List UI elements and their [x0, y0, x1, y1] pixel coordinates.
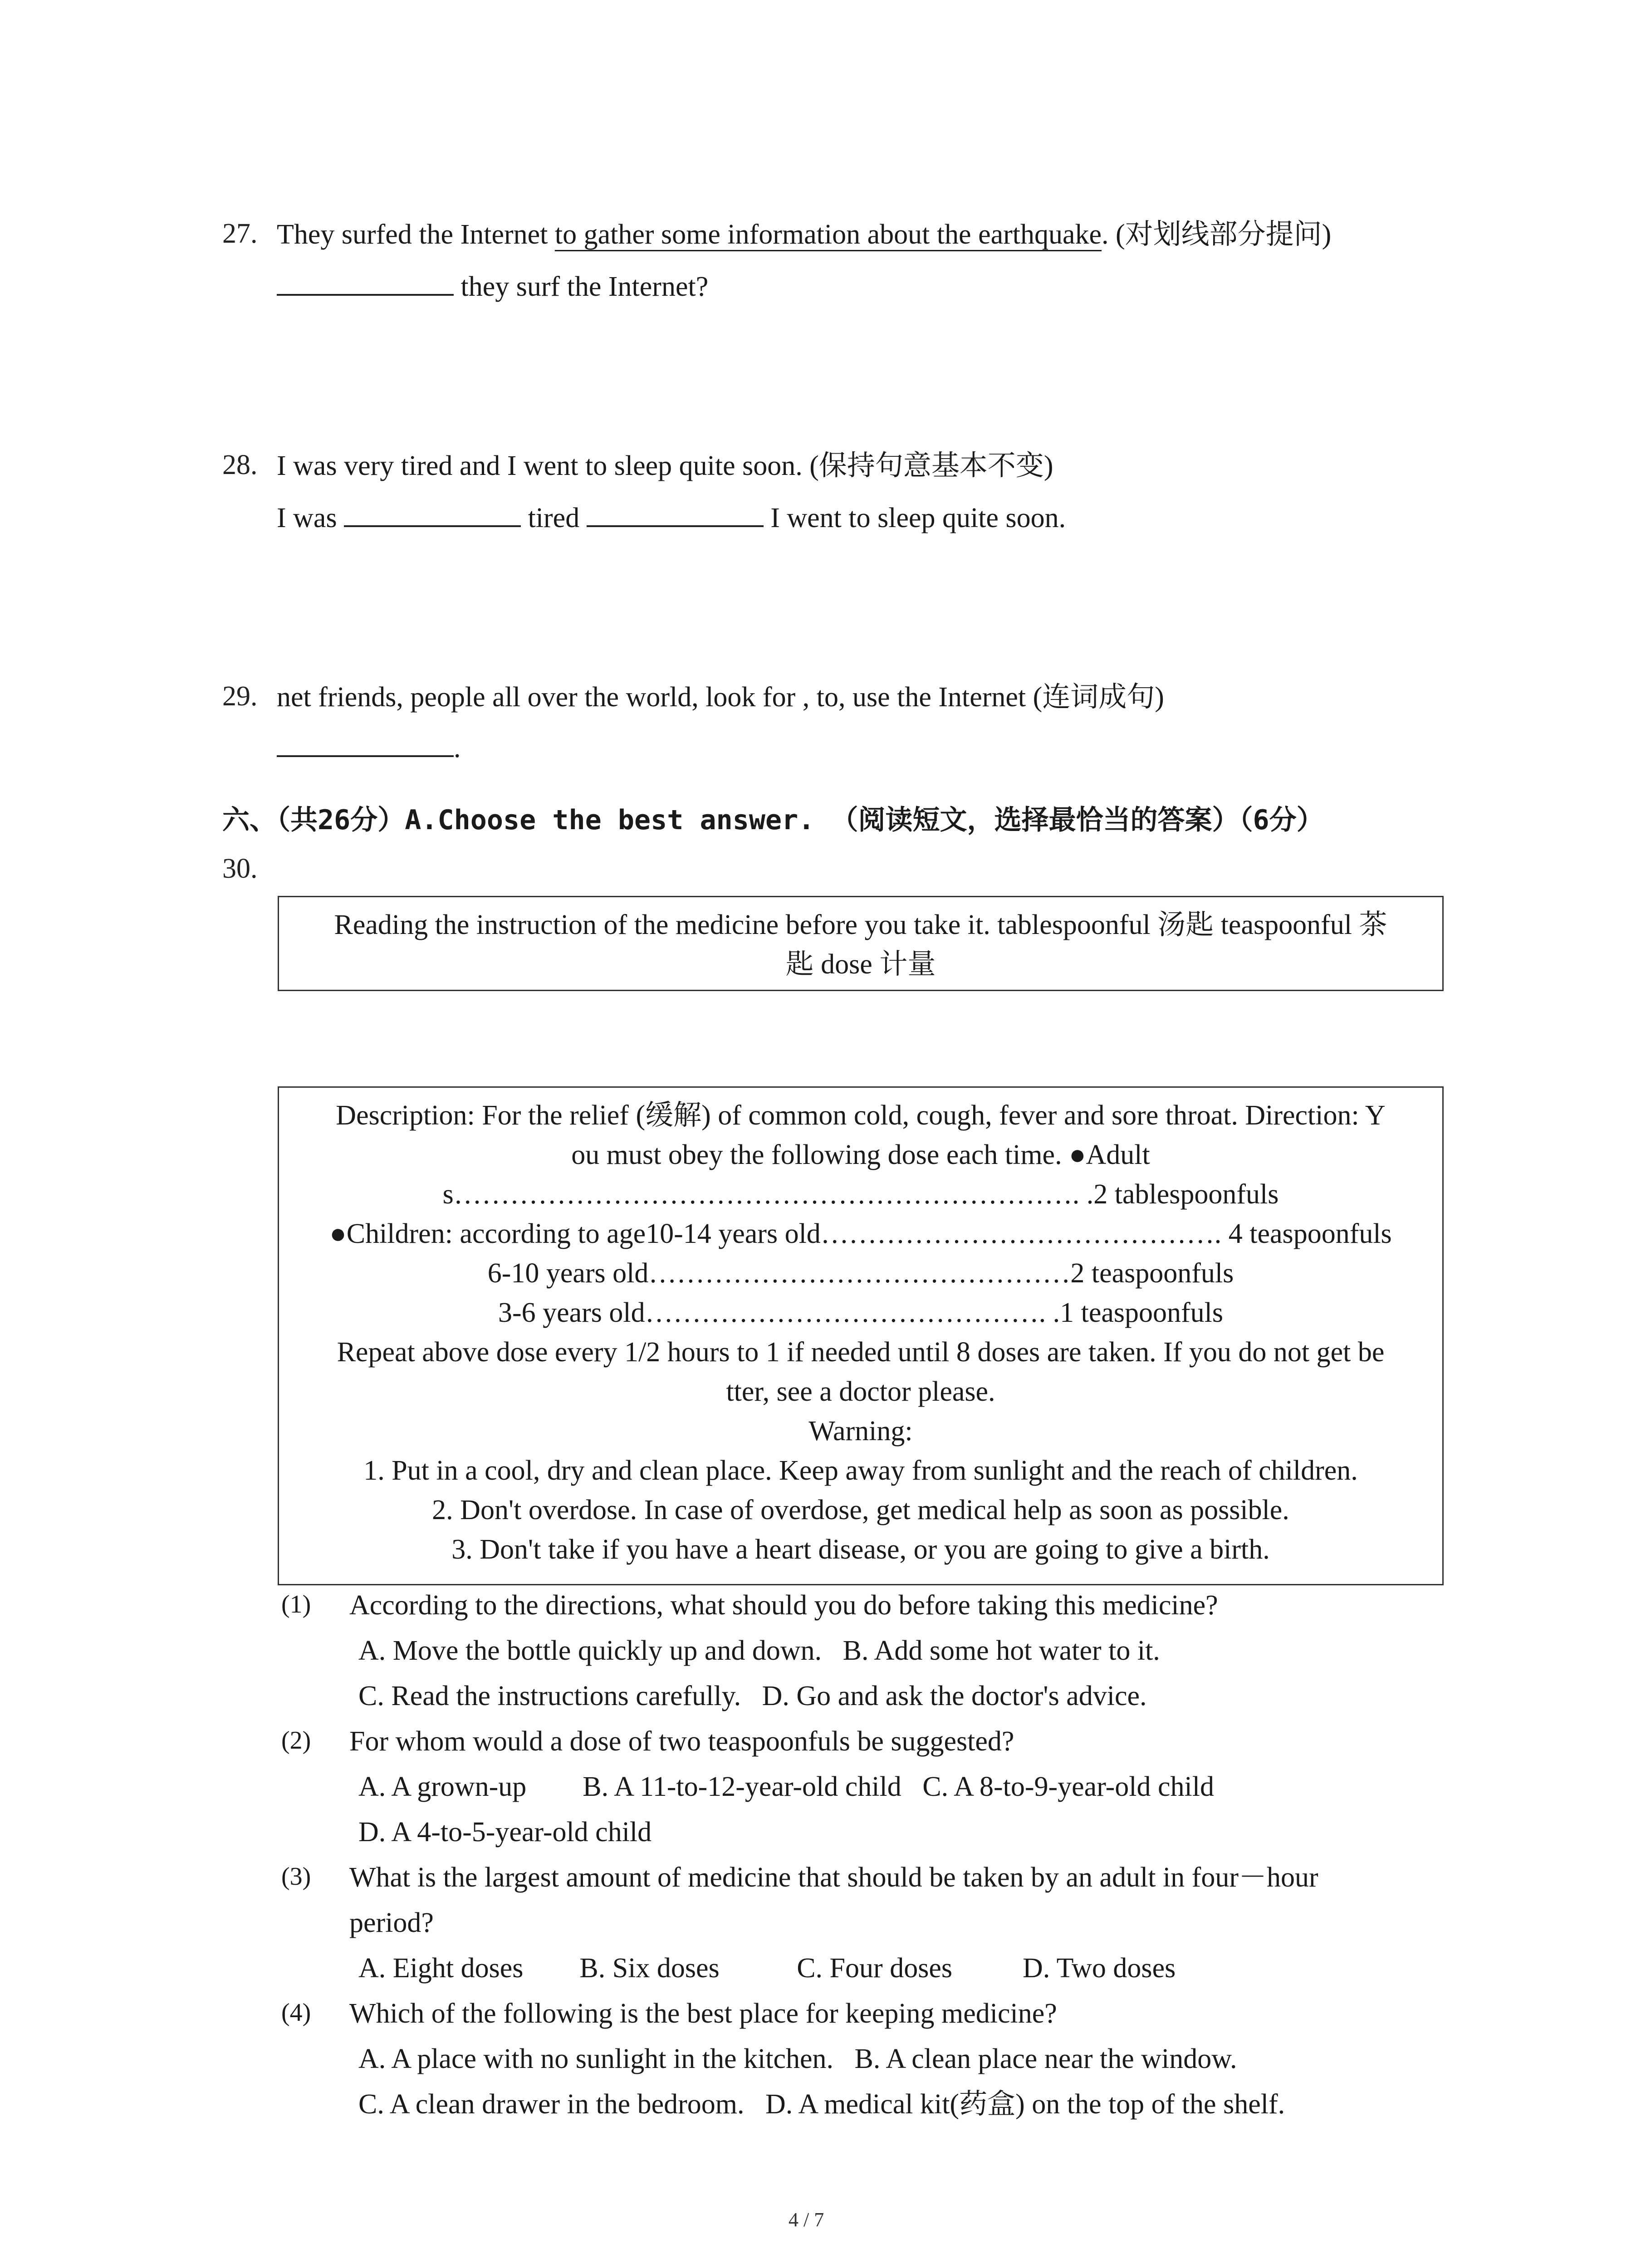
subq3-stem-2: period?	[349, 1907, 434, 1938]
q28-line2-a: I was	[277, 503, 344, 533]
section-heading: 六、（共26分）A.Choose the best answer. （阅读短文，选择最恰当的答案）（6分）	[222, 804, 1324, 836]
q29-text: net friends, people all over the world, look for , to, use the Internet (连词成句)	[277, 682, 1164, 713]
label-line-6: 3-6 years old……………………………………. .1 teaspoonfuls	[498, 1297, 1224, 1328]
subq1-options-2: C. Read the instructions carefully. D. Go and ask the doctor's advice.	[358, 1681, 1147, 1711]
q28-blank-2[interactable]	[587, 502, 764, 527]
subq1-options-1: A. Move the bottle quickly up and down. B. Add some hot water to it.	[358, 1635, 1160, 1666]
q27-blank[interactable]	[277, 270, 454, 296]
q30-number: 30.	[222, 853, 258, 884]
label-line-9: Warning:	[808, 1416, 913, 1447]
label-line-2: ou must obey the following dose each time. ●Adult	[571, 1139, 1150, 1170]
subq1-stem: According to the directions, what should you do before taking this medicine?	[349, 1590, 1218, 1621]
subq2-options-1: A. A grown-up B. A 11-to-12-year-old child C. A 8-to-9-year-old child	[358, 1771, 1214, 1802]
subq2-number: (2)	[281, 1726, 311, 1755]
q28-answer-line	[277, 501, 1066, 535]
label-line-10: 1. Put in a cool, dry and clean place. Keep away from sunlight and the reach of children.	[363, 1455, 1358, 1486]
q28-number: 28.	[222, 450, 258, 480]
q28-text: I was very tired and I went to sleep quite soon. (保持句意基本不变)	[277, 450, 1053, 481]
vocab-box	[278, 896, 1444, 991]
q29-answer-line	[277, 731, 461, 765]
subq1-number: (1)	[281, 1590, 311, 1618]
q28-blank-1[interactable]	[344, 502, 521, 527]
label-line-3: s…………………………………………………………. .2 tablespoonfuls	[442, 1179, 1279, 1210]
subq2-options-2: D. A 4-to-5-year-old child	[358, 1817, 652, 1848]
subq3-options-1: A. Eight doses B. Six doses C. Four doses D. Two doses	[358, 1953, 1176, 1984]
subq2-stem: For whom would a dose of two teaspoonfuls be suggested?	[349, 1726, 1014, 1757]
q27-answer-line	[277, 270, 708, 303]
q27-text	[277, 218, 1331, 251]
medicine-label-box	[278, 1086, 1444, 1585]
label-line-7: Repeat above dose every 1/2 hours to 1 if needed until 8 doses are taken. If you do not get be	[337, 1337, 1385, 1368]
q27-post: . (对划线部分提问)	[1102, 219, 1332, 250]
q27-line2: they surf the Internet?	[454, 271, 709, 302]
q27-pre: They surfed the Internet	[277, 219, 555, 250]
page-number: 4 / 7	[789, 2209, 824, 2231]
subq4-stem: Which of the following is the best place for keeping medicine?	[349, 1998, 1057, 2029]
label-line-11: 2. Don't overdose. In case of overdose, get medical help as soon as possible.	[432, 1495, 1289, 1525]
q28-line2-b: tired	[521, 503, 587, 533]
subq4-number: (4)	[281, 1999, 311, 2027]
vocab-line-1: Reading the instruction of the medicine before you take it. tablespoonful 汤匙 teaspoonful 茶	[334, 909, 1387, 940]
subq3-number: (3)	[281, 1862, 311, 1891]
subq4-options-1: A. A place with no sunlight in the kitchen. B. A clean place near the window.	[358, 2043, 1237, 2074]
subq3-stem: What is the largest amount of medicine that should be taken by an adult in four－hour	[349, 1862, 1318, 1893]
label-line-4: ●Children: according to age10-14 years old……………………………………. 4 teaspoonfuls	[329, 1218, 1392, 1249]
q29-number: 29.	[222, 681, 258, 712]
subq4-options-2: C. A clean drawer in the bedroom. D. A medical kit(药盒) on the top of the shelf.	[358, 2089, 1285, 2120]
label-line-1: Description: For the relief (缓解) of common cold, cough, fever and sore throat. Direction: Y	[336, 1100, 1386, 1131]
q27-number: 27.	[222, 218, 258, 249]
label-line-8: tter, see a doctor please.	[726, 1376, 995, 1407]
q27-underlined: to gather some information about the earthquake	[554, 219, 1102, 250]
label-line-5: 6-10 years old………………………………………2 teaspoonfuls	[487, 1258, 1234, 1289]
q29-end: .	[454, 733, 461, 763]
vocab-line-2: 匙 dose 计量	[785, 949, 936, 980]
label-line-12: 3. Don't take if you have a heart disease, or you are going to give a birth.	[451, 1534, 1270, 1565]
q29-blank[interactable]	[277, 732, 454, 757]
q28-line2-c: I went to sleep quite soon.	[763, 503, 1066, 533]
